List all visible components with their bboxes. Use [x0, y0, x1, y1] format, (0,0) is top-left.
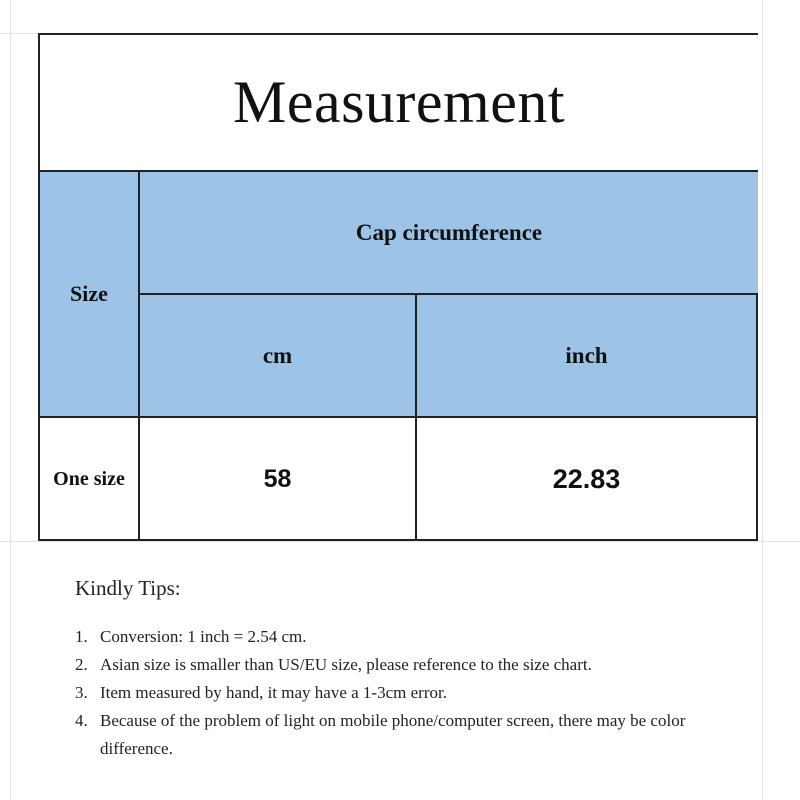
list-item [75, 679, 735, 707]
tip-number: 2. [75, 654, 88, 674]
size-value: One size [40, 418, 140, 541]
tip-text: Item measured by hand, it may have a 1-3cm error. [100, 682, 447, 702]
tip-number: 3. [75, 682, 88, 702]
tip-number: 4. [75, 710, 88, 730]
grid-line [762, 0, 763, 800]
tip-number: 1. [75, 626, 88, 646]
grid-line [0, 541, 800, 542]
grid-line [10, 0, 11, 800]
grid-line [0, 33, 38, 34]
measurement-table [38, 33, 758, 541]
table-title: Measurement [40, 35, 758, 172]
kindly-tips [75, 572, 735, 763]
cm-value: 58 [140, 418, 417, 541]
tip-text: Asian size is smaller than US/EU size, please reference to the size chart. [100, 654, 592, 674]
tips-list [75, 623, 735, 763]
list-item [75, 707, 735, 763]
tip-text: Because of the problem of light on mobile phone/computer screen, there may be color difference. [100, 710, 686, 758]
list-item [75, 651, 735, 679]
tip-text: Conversion: 1 inch = 2.54 cm. [100, 626, 307, 646]
list-item [75, 623, 735, 651]
cap-circumference-header: Cap circumference [140, 172, 758, 295]
cm-column-header: cm [140, 295, 417, 418]
tips-heading: Kindly Tips: [75, 576, 181, 600]
inch-value: 22.83 [417, 418, 758, 541]
inch-column-header: inch [417, 295, 758, 418]
size-header: Size [40, 172, 140, 418]
